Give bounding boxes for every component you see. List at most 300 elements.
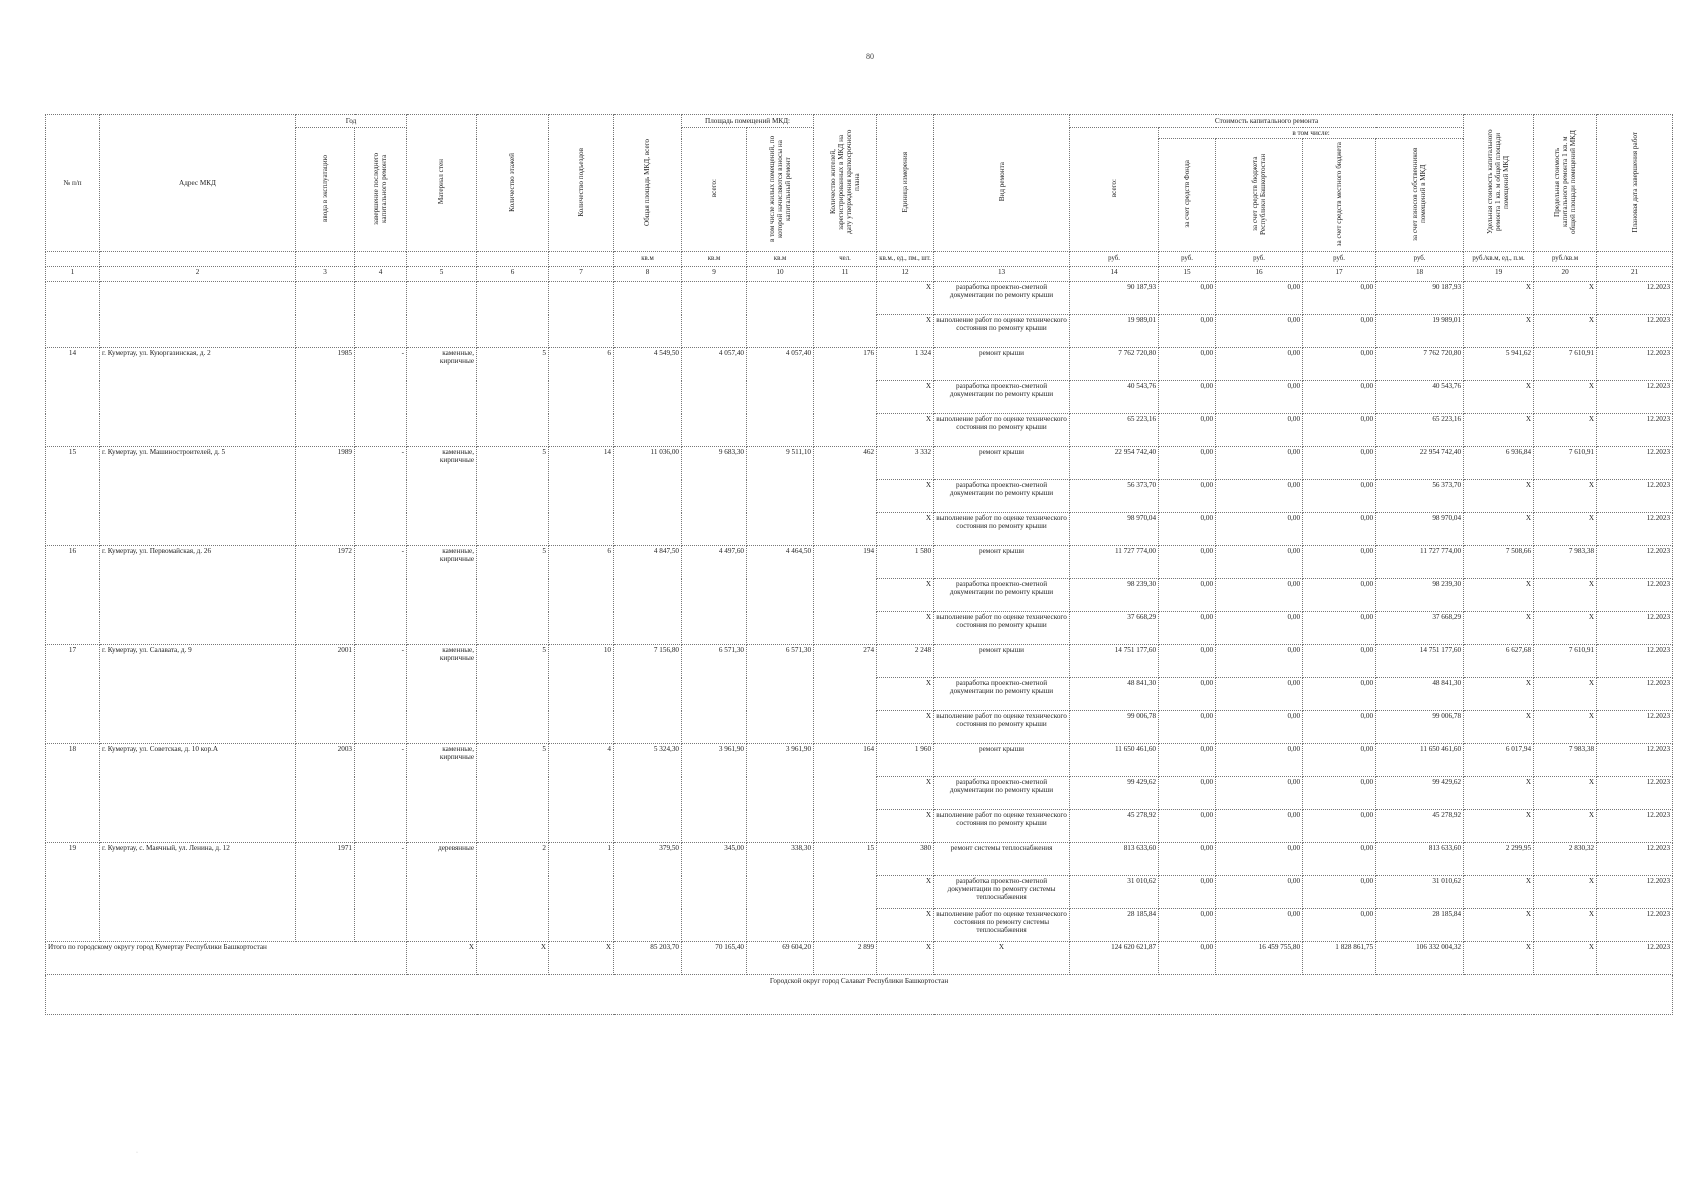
- column-number: 13: [934, 267, 1070, 282]
- cost-local: 0,00: [1303, 381, 1376, 414]
- cost-owners: 99 006,78: [1376, 711, 1464, 744]
- unit-value: 380: [877, 843, 934, 876]
- unit-cell: [1597, 252, 1673, 267]
- total-area: 11 036,00: [614, 447, 682, 546]
- blank-cell: [100, 282, 296, 348]
- cost-owners: 22 954 742,40: [1376, 447, 1464, 480]
- total-residents: 2 899: [814, 942, 877, 975]
- cost-fund: 0,00: [1159, 579, 1216, 612]
- max-cost: X: [1534, 381, 1597, 414]
- cost-owners: 7 762 720,80: [1376, 348, 1464, 381]
- cost-republic: 0,00: [1216, 546, 1303, 579]
- col-cost-total: всего:: [1070, 128, 1159, 252]
- total-area: 4 847,50: [614, 546, 682, 645]
- column-number: 9: [682, 267, 747, 282]
- max-cost: X: [1534, 909, 1597, 942]
- table-body: [46, 282, 1673, 1015]
- wall-material: каменные, кирпичные: [407, 744, 477, 843]
- unit-cell: чел.: [814, 252, 877, 267]
- unit-cost: X: [1464, 315, 1534, 348]
- page-number: 80: [866, 52, 874, 61]
- cost-fund: 0,00: [1159, 645, 1216, 678]
- cost-local: 0,00: [1303, 414, 1376, 447]
- floors: 2: [477, 843, 549, 942]
- cost-local: 0,00: [1303, 744, 1376, 777]
- cost-local: 0,00: [1303, 447, 1376, 480]
- col-total-area: Общая площадь МКД, всего: [614, 115, 682, 252]
- cost-fund: 0,00: [1159, 348, 1216, 381]
- table-row: [46, 447, 1673, 480]
- building-address: г. Кумертау, ул. Куюргазинская, д. 2: [100, 348, 296, 447]
- cost-fund: 0,00: [1159, 711, 1216, 744]
- unit-cell: руб.: [1070, 252, 1159, 267]
- unit-value: 1 324: [877, 348, 934, 381]
- work-type: выполнение работ по оценке технического состояния по ремонту крыши: [934, 711, 1070, 744]
- cost-owners: 98 970,04: [1376, 513, 1464, 546]
- cost-owners: 99 429,62: [1376, 777, 1464, 810]
- table-row: [46, 546, 1673, 579]
- residents: 15: [814, 843, 877, 942]
- repair-plan-sheet: [45, 114, 1672, 1015]
- blank-cell: [614, 282, 682, 348]
- building-address: г. Кумертау, ул. Советская, д. 10 кор.А: [100, 744, 296, 843]
- max-cost: 2 830,32: [1534, 843, 1597, 876]
- max-cost: X: [1534, 282, 1597, 315]
- cost-owners: 45 278,92: [1376, 810, 1464, 843]
- entrances: 6: [549, 348, 614, 447]
- unit-cell: руб.: [1376, 252, 1464, 267]
- wall-material: каменные, кирпичные: [407, 546, 477, 645]
- unit-cost: X: [1464, 579, 1534, 612]
- col-year-commission: ввода в эксплуатацию: [296, 128, 355, 252]
- total-area: 7 156,80: [614, 645, 682, 744]
- unit-cost: X: [1464, 612, 1534, 645]
- col-residents: Количество жителей, зарегистрированных в МКД на дату утверждения краткосрочного плана: [814, 115, 877, 252]
- row-number: 19: [46, 843, 100, 942]
- unit-cost: 6 936,84: [1464, 447, 1534, 480]
- unit-cell: [549, 252, 614, 267]
- residents: 462: [814, 447, 877, 546]
- deadline: 12.2023: [1597, 513, 1673, 546]
- max-cost: X: [1534, 579, 1597, 612]
- unit-cost: X: [1464, 711, 1534, 744]
- unit-cost: 6 627,68: [1464, 645, 1534, 678]
- total-local: 1 828 861,75: [1303, 942, 1376, 975]
- group-cost: Стоимость капитального ремонта: [1070, 115, 1464, 128]
- wall-material: деревянные: [407, 843, 477, 942]
- cost-local: 0,00: [1303, 579, 1376, 612]
- max-cost: X: [1534, 876, 1597, 909]
- max-cost: X: [1534, 612, 1597, 645]
- group-year: Год: [296, 115, 407, 128]
- column-number: 10: [747, 267, 814, 282]
- cost-owners: 98 239,30: [1376, 579, 1464, 612]
- total-deadline: 12.2023: [1597, 942, 1673, 975]
- group-area: Площадь помещений МКД:: [682, 115, 814, 128]
- unit-cell: [407, 252, 477, 267]
- total-area: 4 549,50: [614, 348, 682, 447]
- deadline: 12.2023: [1597, 843, 1673, 876]
- unit-cost: X: [1464, 282, 1534, 315]
- work-type: выполнение работ по оценке технического состояния по ремонту системы теплоснабжения: [934, 909, 1070, 942]
- unit-cost: X: [1464, 480, 1534, 513]
- cost-local: 0,00: [1303, 876, 1376, 909]
- column-number: 4: [355, 267, 407, 282]
- work-type: разработка проектно-сметной документации по ремонту крыши: [934, 579, 1070, 612]
- unit-cell: руб./кв.м, ед., п.м.: [1464, 252, 1534, 267]
- unit-cost: X: [1464, 414, 1534, 447]
- area-total: 345,00: [682, 843, 747, 942]
- unit-cost: X: [1464, 381, 1534, 414]
- cost-owners: 28 185,84: [1376, 909, 1464, 942]
- unit-value: X: [877, 381, 934, 414]
- unit-value: 1 580: [877, 546, 934, 579]
- col-deadline: Плановая дата завершения работ: [1597, 115, 1673, 252]
- cost-total: 40 543,76: [1070, 381, 1159, 414]
- unit-cost: 7 508,66: [1464, 546, 1534, 579]
- cost-fund: 0,00: [1159, 447, 1216, 480]
- cost-fund: 0,00: [1159, 777, 1216, 810]
- blank-cell: [46, 282, 100, 348]
- total-row: [46, 942, 1673, 975]
- deadline: 12.2023: [1597, 447, 1673, 480]
- total-label: Итого по городскому округу город Кумертау Республики Башкортостан: [46, 942, 407, 975]
- cost-fund: 0,00: [1159, 744, 1216, 777]
- cost-total: 98 239,30: [1070, 579, 1159, 612]
- cost-local: 0,00: [1303, 711, 1376, 744]
- column-number: 12: [877, 267, 934, 282]
- cost-owners: 11 727 774,00: [1376, 546, 1464, 579]
- total-owners: 106 332 004,32: [1376, 942, 1464, 975]
- residents: 274: [814, 645, 877, 744]
- cost-local: 0,00: [1303, 612, 1376, 645]
- total-material: X: [407, 942, 477, 975]
- work-type: выполнение работ по оценке технического состояния по ремонту крыши: [934, 414, 1070, 447]
- table-row: [46, 645, 1673, 678]
- col-unit: Единица измерения: [877, 115, 934, 252]
- unit-cost: X: [1464, 810, 1534, 843]
- table-row: [46, 282, 1673, 315]
- floors: 5: [477, 645, 549, 744]
- deadline: 12.2023: [1597, 711, 1673, 744]
- year-commission: 1989: [296, 447, 355, 546]
- cost-total: 98 970,04: [1070, 513, 1159, 546]
- cost-local: 0,00: [1303, 546, 1376, 579]
- cost-republic: 0,00: [1216, 777, 1303, 810]
- area-total: 6 571,30: [682, 645, 747, 744]
- cost-local: 0,00: [1303, 513, 1376, 546]
- total-max-cost: X: [1534, 942, 1597, 975]
- col-cost-republic: за счет средств бюджета Республики Башкортостан: [1216, 139, 1303, 252]
- unit-value: 1 960: [877, 744, 934, 777]
- cost-owners: 65 223,16: [1376, 414, 1464, 447]
- cost-total: 99 006,78: [1070, 711, 1159, 744]
- cost-owners: 19 989,01: [1376, 315, 1464, 348]
- col-cost-fund: за счет средств Фонда: [1159, 139, 1216, 252]
- total-floors: X: [477, 942, 549, 975]
- work-type: разработка проектно-сметной документации по ремонту крыши: [934, 678, 1070, 711]
- section-heading-row: [46, 975, 1673, 1015]
- cost-owners: 48 841,30: [1376, 678, 1464, 711]
- unit-cell: кв.м: [614, 252, 682, 267]
- unit-cell: [477, 252, 549, 267]
- cost-fund: 0,00: [1159, 678, 1216, 711]
- total-area-sum: 85 203,70: [614, 942, 682, 975]
- unit-value: X: [877, 612, 934, 645]
- column-number: 19: [1464, 267, 1534, 282]
- year-last-repair: -: [355, 744, 407, 843]
- unit-value: X: [877, 909, 934, 942]
- unit-value: X: [877, 480, 934, 513]
- year-last-repair: -: [355, 843, 407, 942]
- total-work: X: [934, 942, 1070, 975]
- deadline: 12.2023: [1597, 777, 1673, 810]
- cost-owners: 90 187,93: [1376, 282, 1464, 315]
- cost-fund: 0,00: [1159, 843, 1216, 876]
- max-cost: X: [1534, 480, 1597, 513]
- unit-cell: [355, 252, 407, 267]
- floors: 5: [477, 348, 549, 447]
- unit-value: X: [877, 414, 934, 447]
- total-area: 379,50: [614, 843, 682, 942]
- work-type: выполнение работ по оценке технического состояния по ремонту крыши: [934, 513, 1070, 546]
- residents: 164: [814, 744, 877, 843]
- column-number: 1: [46, 267, 100, 282]
- cost-republic: 0,00: [1216, 579, 1303, 612]
- unit-value: X: [877, 282, 934, 315]
- cost-local: 0,00: [1303, 348, 1376, 381]
- total-entrances: X: [549, 942, 614, 975]
- cost-republic: 0,00: [1216, 678, 1303, 711]
- deadline: 12.2023: [1597, 282, 1673, 315]
- year-commission: 1972: [296, 546, 355, 645]
- year-last-repair: -: [355, 348, 407, 447]
- cost-republic: 0,00: [1216, 381, 1303, 414]
- unit-value: X: [877, 513, 934, 546]
- unit-cost: X: [1464, 909, 1534, 942]
- entrances: 10: [549, 645, 614, 744]
- work-type: ремонт системы теплоснабжения: [934, 843, 1070, 876]
- wall-material: каменные, кирпичные: [407, 348, 477, 447]
- work-type: выполнение работ по оценке технического состояния по ремонту крыши: [934, 612, 1070, 645]
- table-row: [46, 843, 1673, 876]
- work-type: разработка проектно-сметной документации по ремонту системы теплоснабжения: [934, 876, 1070, 909]
- scan-speck: ·: [136, 1150, 138, 1156]
- cost-republic: 0,00: [1216, 282, 1303, 315]
- cost-local: 0,00: [1303, 777, 1376, 810]
- cost-local: 0,00: [1303, 909, 1376, 942]
- repair-plan-table: [45, 114, 1673, 1015]
- deadline: 12.2023: [1597, 645, 1673, 678]
- cost-republic: 0,00: [1216, 348, 1303, 381]
- unit-value: X: [877, 579, 934, 612]
- unit-value: 3 332: [877, 447, 934, 480]
- entrances: 1: [549, 843, 614, 942]
- unit-cost: X: [1464, 777, 1534, 810]
- blank-cell: [355, 282, 407, 348]
- column-number: 7: [549, 267, 614, 282]
- deadline: 12.2023: [1597, 546, 1673, 579]
- cost-owners: 11 650 461,60: [1376, 744, 1464, 777]
- col-area-total: всего:: [682, 128, 747, 252]
- max-cost: X: [1534, 810, 1597, 843]
- area-paying: 338,30: [747, 843, 814, 942]
- cost-total: 28 185,84: [1070, 909, 1159, 942]
- deadline: 12.2023: [1597, 348, 1673, 381]
- blank-cell: [549, 282, 614, 348]
- column-number: 5: [407, 267, 477, 282]
- unit-value: X: [877, 711, 934, 744]
- cost-total: 45 278,92: [1070, 810, 1159, 843]
- total-republic: 16 459 755,80: [1216, 942, 1303, 975]
- total-unit: X: [877, 942, 934, 975]
- cost-republic: 0,00: [1216, 645, 1303, 678]
- cost-total: 65 223,16: [1070, 414, 1159, 447]
- building-address: г. Кумертау, ул. Машиностроителей, д. 5: [100, 447, 296, 546]
- blank-cell: [407, 282, 477, 348]
- floors: 5: [477, 447, 549, 546]
- area-paying: 4 464,50: [747, 546, 814, 645]
- cost-local: 0,00: [1303, 678, 1376, 711]
- cost-total: 37 668,29: [1070, 612, 1159, 645]
- cost-total: 11 650 461,60: [1070, 744, 1159, 777]
- col-entrances: Количество подъездов: [549, 115, 614, 252]
- work-type: ремонт крыши: [934, 744, 1070, 777]
- unit-value: X: [877, 810, 934, 843]
- year-commission: 2003: [296, 744, 355, 843]
- unit-cell: руб.: [1159, 252, 1216, 267]
- section-heading: Городской округ город Салават Республики Башкортостан: [46, 975, 1673, 1015]
- cost-republic: 0,00: [1216, 909, 1303, 942]
- year-last-repair: -: [355, 447, 407, 546]
- units-row: [46, 252, 1673, 267]
- unit-value: X: [877, 315, 934, 348]
- header-row-1: [46, 115, 1673, 128]
- column-number: 18: [1376, 267, 1464, 282]
- column-number: 16: [1216, 267, 1303, 282]
- deadline: 12.2023: [1597, 480, 1673, 513]
- unit-value: X: [877, 876, 934, 909]
- cost-republic: 0,00: [1216, 612, 1303, 645]
- cost-republic: 0,00: [1216, 447, 1303, 480]
- total-area: 5 324,30: [614, 744, 682, 843]
- deadline: 12.2023: [1597, 579, 1673, 612]
- building-address: г. Кумертау, с. Маячный, ул. Ленина, д. 12: [100, 843, 296, 942]
- max-cost: 7 610,91: [1534, 348, 1597, 381]
- max-cost: X: [1534, 777, 1597, 810]
- unit-cell: кв.м: [682, 252, 747, 267]
- row-number: 16: [46, 546, 100, 645]
- cost-republic: 0,00: [1216, 480, 1303, 513]
- max-cost: 7 610,91: [1534, 447, 1597, 480]
- cost-fund: 0,00: [1159, 513, 1216, 546]
- cost-local: 0,00: [1303, 843, 1376, 876]
- blank-cell: [747, 282, 814, 348]
- area-total: 3 961,90: [682, 744, 747, 843]
- unit-value: X: [877, 777, 934, 810]
- col-address: Адрес МКД: [100, 115, 296, 252]
- cost-local: 0,00: [1303, 282, 1376, 315]
- unit-cell: [46, 252, 100, 267]
- deadline: 12.2023: [1597, 678, 1673, 711]
- col-year-last-repair: завершение последнего капитального ремонта: [355, 128, 407, 252]
- work-type: разработка проектно-сметной документации по ремонту крыши: [934, 282, 1070, 315]
- unit-cell: кв.м: [747, 252, 814, 267]
- total-area-paying: 69 604,20: [747, 942, 814, 975]
- max-cost: 7 610,91: [1534, 645, 1597, 678]
- building-address: г. Кумертау, ул. Первомайская, д. 26: [100, 546, 296, 645]
- total-unit-cost: X: [1464, 942, 1534, 975]
- cost-republic: 0,00: [1216, 711, 1303, 744]
- wall-material: каменные, кирпичные: [407, 447, 477, 546]
- cost-republic: 0,00: [1216, 876, 1303, 909]
- col-unit-cost: Удельная стоимость капитального ремонта 1 кв. м общей площади помещений МКД: [1464, 115, 1534, 252]
- cost-owners: 813 633,60: [1376, 843, 1464, 876]
- year-last-repair: -: [355, 645, 407, 744]
- work-type: разработка проектно-сметной документации по ремонту крыши: [934, 381, 1070, 414]
- column-number: 21: [1597, 267, 1673, 282]
- table-row: [46, 744, 1673, 777]
- deadline: 12.2023: [1597, 909, 1673, 942]
- cost-owners: 40 543,76: [1376, 381, 1464, 414]
- row-number: 14: [46, 348, 100, 447]
- col-work-type: Вид ремонта: [934, 115, 1070, 252]
- column-numbers-row: [46, 267, 1673, 282]
- unit-cost: 2 299,95: [1464, 843, 1534, 876]
- unit-cell: [934, 252, 1070, 267]
- max-cost: X: [1534, 678, 1597, 711]
- deadline: 12.2023: [1597, 315, 1673, 348]
- cost-local: 0,00: [1303, 810, 1376, 843]
- area-total: 9 683,30: [682, 447, 747, 546]
- entrances: 4: [549, 744, 614, 843]
- deadline: 12.2023: [1597, 876, 1673, 909]
- column-number: 15: [1159, 267, 1216, 282]
- column-number: 17: [1303, 267, 1376, 282]
- cost-fund: 0,00: [1159, 414, 1216, 447]
- cost-total: 99 429,62: [1070, 777, 1159, 810]
- group-including: в том числе:: [1159, 128, 1464, 139]
- cost-fund: 0,00: [1159, 876, 1216, 909]
- cost-total: 813 633,60: [1070, 843, 1159, 876]
- wall-material: каменные, кирпичные: [407, 645, 477, 744]
- residents: 194: [814, 546, 877, 645]
- table-row: [46, 348, 1673, 381]
- cost-republic: 0,00: [1216, 744, 1303, 777]
- max-cost: X: [1534, 711, 1597, 744]
- work-type: разработка проектно-сметной документации по ремонту крыши: [934, 777, 1070, 810]
- cost-total: 22 954 742,40: [1070, 447, 1159, 480]
- column-number: 2: [100, 267, 296, 282]
- col-area-paying: в том числе жилых помещений, по которой начисляются взносы на капитальный ремонт: [747, 128, 814, 252]
- unit-cell: [296, 252, 355, 267]
- total-fund: 0,00: [1159, 942, 1216, 975]
- cost-total: 11 727 774,00: [1070, 546, 1159, 579]
- row-number: 17: [46, 645, 100, 744]
- area-paying: 3 961,90: [747, 744, 814, 843]
- work-type: выполнение работ по оценке технического состояния по ремонту крыши: [934, 315, 1070, 348]
- cost-total: 90 187,93: [1070, 282, 1159, 315]
- col-cost-owners: за счет взносов собственников помещений в МКД: [1376, 139, 1464, 252]
- col-floors: Количество этажей: [477, 115, 549, 252]
- unit-cost: X: [1464, 513, 1534, 546]
- cost-local: 0,00: [1303, 480, 1376, 513]
- year-commission: 1971: [296, 843, 355, 942]
- unit-cell: кв.м., ед., пм., шт.: [877, 252, 934, 267]
- cost-total: 19 989,01: [1070, 315, 1159, 348]
- cost-total: 48 841,30: [1070, 678, 1159, 711]
- cost-total: 31 010,62: [1070, 876, 1159, 909]
